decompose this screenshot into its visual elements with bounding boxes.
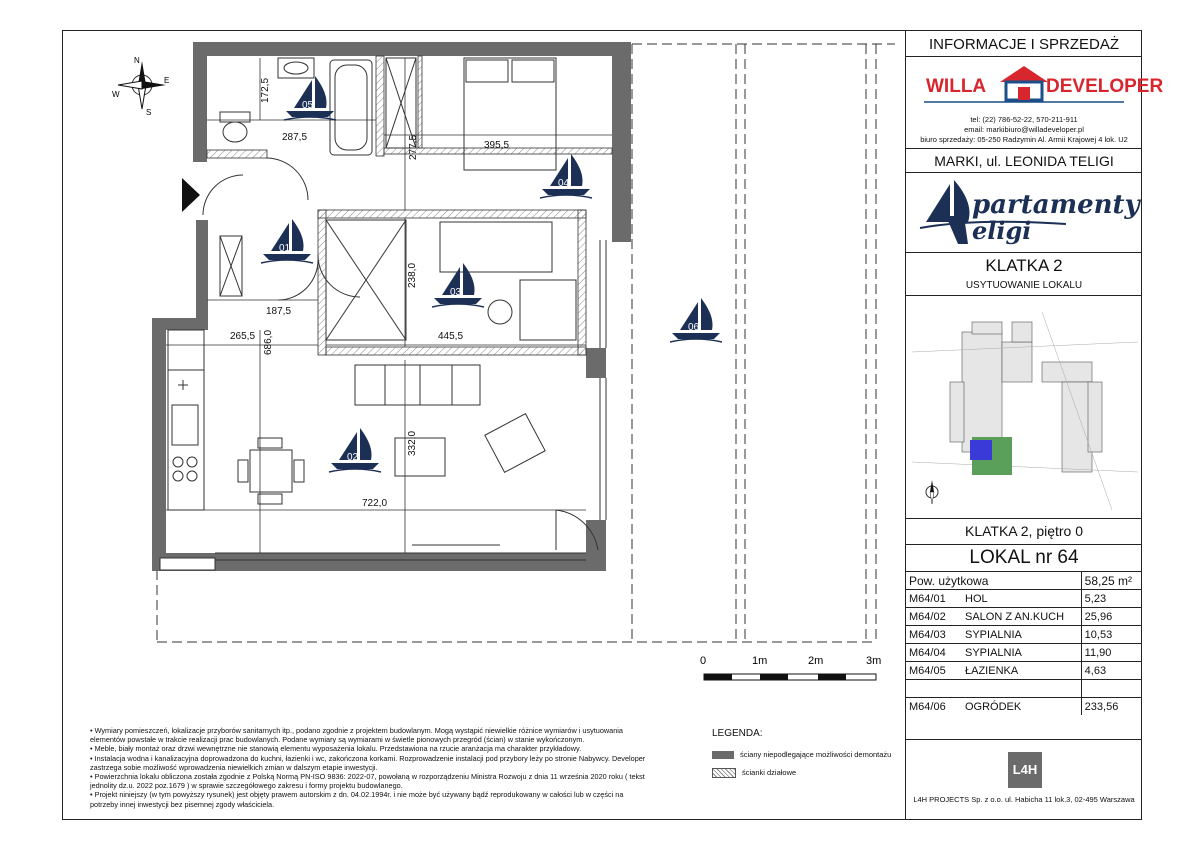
svg-text:01: 01	[279, 243, 291, 254]
room-code: M64/05	[906, 662, 962, 680]
room-code: M64/02	[906, 608, 962, 626]
brand-text-2: eligi	[972, 216, 1032, 245]
note-line: zastrzega sobie możliwość wprowadzenia niewielkich zmian w dalszym etapie inwestycji.	[90, 762, 378, 772]
room-name: HOL	[962, 590, 1081, 608]
dim-text: 445,5	[438, 331, 464, 342]
legend-swatch-structural	[712, 751, 734, 759]
floor-label: KLATKA 2, piętro 0	[964, 523, 1084, 539]
svg-text:05: 05	[302, 100, 314, 111]
table-row	[906, 662, 1142, 680]
legend	[712, 728, 891, 778]
scale-bar	[700, 655, 881, 680]
table-row	[906, 626, 1142, 644]
svg-text:02: 02	[347, 452, 359, 463]
room-code: M64/04	[906, 644, 962, 662]
note-line: potrzeby innej inwestycji bez pisemnej zgody właściciela.	[90, 799, 275, 809]
svg-text:E: E	[164, 76, 170, 85]
dim-text: 187,5	[266, 306, 292, 317]
svg-text:S: S	[146, 108, 152, 117]
table-row	[906, 608, 1142, 626]
note-line: • Wymiary pomieszczeń, lokalizacje przyborów sanitarnych itp., podano zgodnie z projektem budowlanym. Mogą wystąpić niewielkie różnice wymiarów i usytuowania	[90, 726, 623, 735]
dim-text: 277,5	[408, 134, 419, 160]
address: MARKI, ul. LEONIDA TELIGI	[934, 153, 1114, 169]
svg-text:1m: 1m	[752, 655, 768, 667]
location-compass-icon	[926, 480, 938, 504]
dim-text: 287,5	[282, 132, 308, 143]
room-area: 4,63	[1081, 662, 1142, 680]
living-furniture	[168, 330, 598, 550]
table-row	[906, 590, 1142, 608]
logo-text-left: WILLA	[926, 76, 987, 97]
info-title: INFORMACJE I SPRZEDAŻ	[928, 36, 1119, 53]
table-row	[906, 644, 1142, 662]
structural-walls	[152, 42, 631, 571]
location-title: USYTUOWANIE LOKALU	[965, 280, 1083, 291]
room-area: 11,90	[1081, 644, 1142, 662]
bedroom-furniture	[220, 58, 576, 340]
note-line: jednolity dz.u. 2022 poz.1679 ) w sprawie szczegółowego zakresu i formy projektu budowlanego.	[90, 781, 403, 791]
room-code: M64/03	[906, 626, 962, 644]
room-name: OGRÓDEK	[962, 698, 1081, 716]
room-name: SYPIALNIA	[962, 644, 1081, 662]
location-map	[912, 312, 1138, 510]
area-value: 58,25 m²	[1081, 572, 1142, 590]
svg-text:0: 0	[700, 655, 707, 667]
legend-title: LEGENDA:	[712, 728, 763, 739]
dim-text: 265,5	[230, 331, 256, 342]
area-row	[906, 572, 1142, 590]
legend-item: ściany niepodlegające możliwości demontażu	[740, 750, 892, 759]
legend-item: ścianki działowe	[742, 768, 797, 777]
room-area: 10,53	[1081, 626, 1142, 644]
contact-phone: tel: (22) 786-52-22, 570-211-911	[970, 115, 1078, 124]
room-area: 5,23	[1081, 590, 1142, 608]
area-label: Pow. użytkowa	[906, 572, 1081, 590]
developer-logo	[924, 62, 1164, 106]
dim-text: 332,0	[407, 430, 418, 456]
room-name: ŁAZIENKA	[962, 662, 1081, 680]
room-code: M64/01	[906, 590, 962, 608]
svg-text:W: W	[112, 90, 120, 99]
svg-text:2m: 2m	[808, 655, 824, 667]
info-panel	[906, 30, 1164, 820]
room-tag	[284, 76, 336, 120]
room-name: SYPIALNIA	[962, 626, 1081, 644]
firm-logo-text: L4H	[1012, 762, 1038, 777]
dim-text: 722,0	[362, 498, 388, 509]
dim-text: 238,0	[407, 262, 418, 288]
firm-address: L4H PROJECTS Sp. z o.o. ul. Habicha 11 lok.3, 02-495 Warszawa	[913, 795, 1135, 804]
logo-text-right: DEVELOPER	[1046, 76, 1164, 97]
legend-swatch-partition	[712, 768, 736, 778]
dimension-lines	[166, 58, 612, 553]
klatka-title: KLATKA 2	[985, 256, 1063, 275]
dim-text: 395,5	[484, 140, 510, 151]
note-line: • Meble, biały montaż oraz drzwi wewnętrzne nie stanowią elementu wyposażenia lokalu. Przedstawiona na rzucie aranżacja ma charakter przykładowy.	[90, 744, 582, 754]
svg-text:N: N	[134, 56, 140, 65]
table-row	[906, 698, 1142, 716]
unit-highlight	[970, 440, 992, 460]
room-tag	[329, 428, 381, 472]
room-tag	[261, 219, 313, 263]
svg-text:3m: 3m	[866, 655, 882, 667]
dim-text: 686,0	[263, 329, 274, 355]
room-name: SALON Z AN.KUCH	[962, 608, 1081, 626]
note-line: • Projekt niniejszy (w tym powyższy rysunek) jest objęty prawem autorskim z dn. 04.02.1994r. i nie może być używany bądź reprodukowany w całości lub w części na	[90, 790, 624, 800]
dim-text: 172,5	[260, 77, 271, 103]
spacer-row	[906, 680, 1142, 698]
room-area: 233,56	[1081, 698, 1142, 716]
firm-logo	[1008, 752, 1042, 788]
notes	[90, 726, 690, 809]
room-tag	[540, 154, 592, 198]
brand-logo	[916, 178, 1140, 248]
unit-title: LOKAL nr 64	[969, 547, 1079, 568]
compass-icon	[112, 56, 169, 117]
note-line: • Instalacja wodna i kanalizacyjna doprowadzona do kuchni, łazienki i wc, zakończona korkami. Rozprowadzenie instalacji pod przybory leży po stronie Nabywcy. Developer	[90, 753, 646, 763]
contact-office: biuro sprzedaży: 05-250 Radzymin Al. Armii Krajowej 4 lok. U2	[920, 135, 1128, 144]
room-code: M64/06	[906, 698, 962, 716]
note-line: elementów powstałe w trakcie realizacji prac budowlanych. Podane wymiary są wymiarami w świetle pionowych przegród (ścian) w stanie wykończonym.	[90, 735, 585, 745]
note-line: • Powierzchnia lokalu obliczona została zgodnie z Polską Normą PN-ISO 9836: 2022-07, powołaną w rozporządzeniu Ministra Rozwoju z dnia 11 września 2020 roku ( tekst	[90, 772, 645, 782]
svg-text:06: 06	[688, 322, 700, 333]
brand-text-1: partamenty	[972, 190, 1140, 220]
contact-email: email: markibiuro@willadeveloper.pl	[964, 125, 1084, 134]
doors	[182, 158, 360, 300]
room-area: 25,96	[1081, 608, 1142, 626]
svg-text:03: 03	[450, 287, 462, 298]
room-tag	[670, 298, 722, 342]
room-table	[906, 571, 1142, 715]
svg-text:04: 04	[558, 178, 570, 189]
